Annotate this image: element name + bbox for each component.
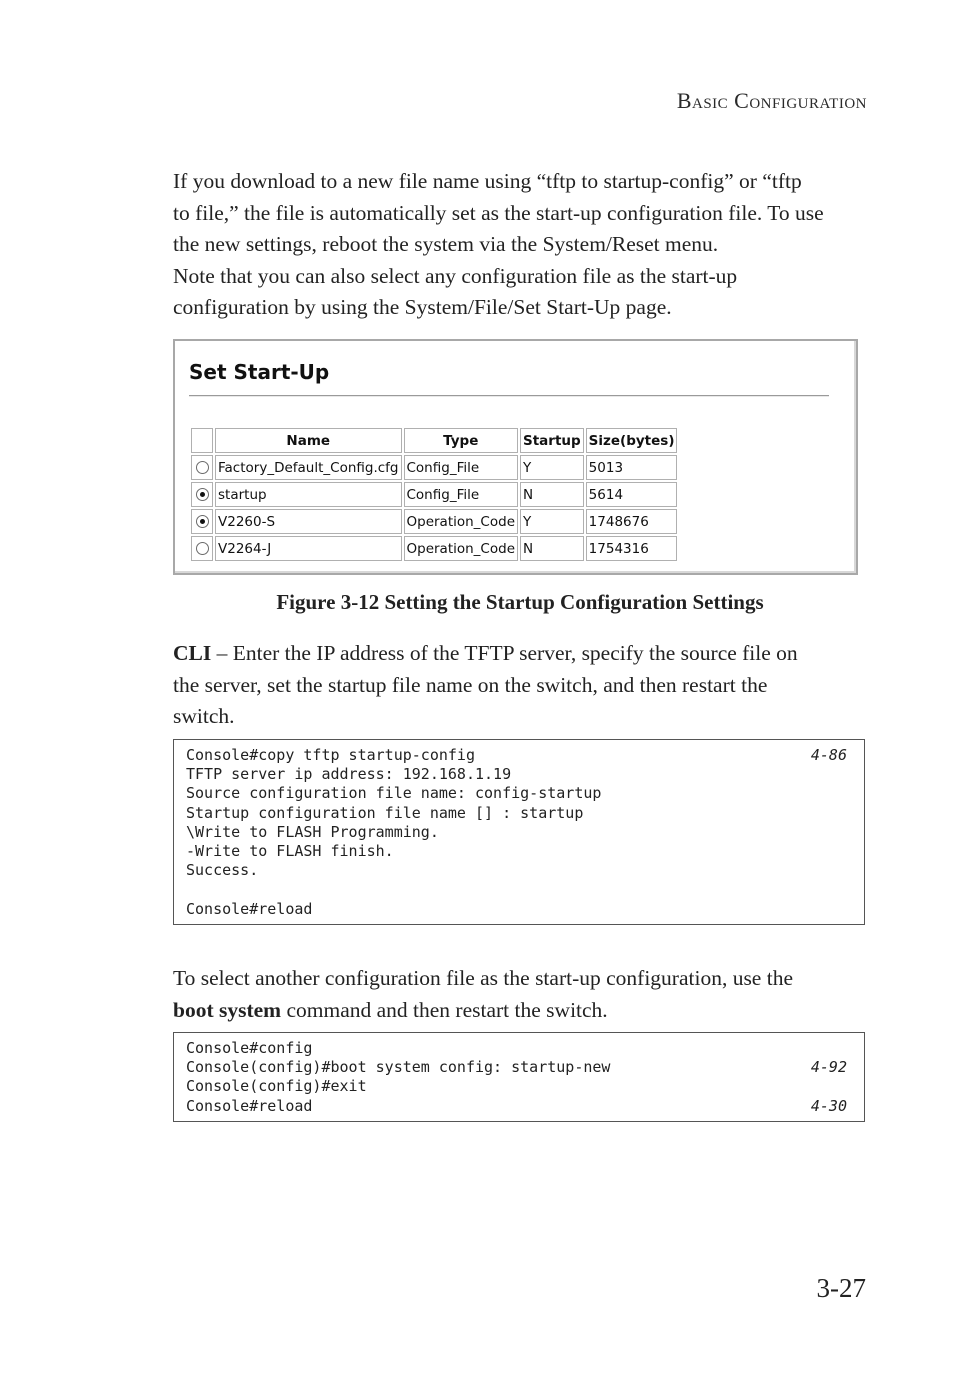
table-row: [191, 509, 677, 534]
file-type-cell: Operation_Code: [404, 536, 519, 561]
code-text: Console#reload: [186, 1096, 313, 1115]
file-name-cell: V2260-S: [215, 509, 402, 534]
startup-cell: N: [520, 536, 584, 561]
code-text: Success.: [186, 861, 259, 880]
code-text: -Write to FLASH finish.: [186, 841, 394, 860]
code-text: \Write to FLASH Programming.: [186, 822, 439, 841]
code-line: [186, 804, 852, 823]
code-block-copy-tftp: [173, 739, 865, 925]
row-select-cell[interactable]: [191, 455, 213, 480]
table-header-row: [191, 428, 677, 453]
file-name-cell: Factory_Default_Config.cfg: [215, 455, 402, 480]
intro-line: to file,” the file is automatically set as the start-up configuration file. To use: [173, 200, 824, 225]
cli-paragraph: [173, 638, 873, 733]
cli-line: the server, set the startup file name on the switch, and then restart the: [173, 672, 768, 697]
radio-button-selected[interactable]: [196, 515, 209, 528]
code-text: Console#config: [186, 1039, 313, 1057]
table-row: [191, 455, 677, 480]
intro-paragraph: [173, 166, 873, 324]
boot-line: [173, 995, 873, 1027]
radio-button-selected[interactable]: [196, 488, 209, 501]
row-select-cell[interactable]: [191, 536, 213, 561]
file-name-cell: startup: [215, 482, 402, 507]
page-number: 3-27: [816, 1273, 866, 1303]
column-header-type: Type: [404, 428, 519, 453]
column-header-size: Size(bytes): [586, 428, 678, 453]
code-text: Console#copy tftp startup-config: [186, 746, 475, 764]
size-cell: 5614: [586, 482, 678, 507]
select-column-header: [191, 428, 213, 453]
code-line: [186, 1097, 852, 1116]
size-cell: 1754316: [586, 536, 678, 561]
boot-text: command and then restart the switch.: [281, 997, 608, 1022]
table-row: [191, 536, 677, 561]
code-text: Source configuration file name: config-startup: [186, 784, 602, 803]
file-type-cell: Config_File: [404, 455, 519, 480]
size-cell: 1748676: [586, 509, 678, 534]
code-text: Startup configuration file name [] : startup: [186, 803, 584, 822]
code-text: Console(config)#exit: [186, 1077, 367, 1096]
intro-line: the new settings, reboot the system via the System/Reset menu.: [173, 232, 719, 256]
cli-line: [173, 638, 873, 670]
code-line: [186, 823, 852, 842]
code-text: Console#reload: [186, 899, 313, 918]
code-line: [186, 1058, 852, 1077]
code-line: [186, 1039, 852, 1058]
radio-button[interactable]: [196, 542, 209, 555]
page-reference: 4-92: [810, 1058, 847, 1077]
intro-line: configuration by using the System/File/Set Start-Up page.: [173, 295, 672, 319]
column-header-startup: Startup: [520, 428, 584, 453]
page-reference: 4-86: [810, 746, 847, 764]
code-line: [186, 784, 852, 803]
code-line: [186, 1077, 852, 1096]
code-block-boot-system: [173, 1032, 865, 1122]
boot-command: boot system: [173, 997, 282, 1022]
file-table: [189, 426, 679, 563]
row-select-cell[interactable]: [191, 509, 213, 534]
code-text: Console(config)#boot system config: startup-new: [186, 1058, 611, 1077]
boot-paragraph: [173, 963, 873, 1026]
table-row: [191, 482, 677, 507]
cli-line: switch.: [173, 704, 235, 728]
file-name-cell: V2264-J: [215, 536, 402, 561]
running-head: Basic Configuration: [676, 88, 867, 113]
cli-label: CLI: [173, 641, 212, 665]
figure-caption: Figure 3-12 Setting the Startup Configuration Settings: [276, 590, 764, 614]
row-select-cell[interactable]: [191, 482, 213, 507]
radio-button[interactable]: [196, 461, 209, 474]
code-line: [186, 746, 852, 765]
panel-title: Set Start-Up: [189, 360, 330, 384]
column-header-name: Name: [215, 428, 402, 453]
code-text: TFTP server ip address: 192.168.1.19: [186, 765, 512, 784]
code-line: [186, 765, 852, 784]
file-type-cell: Config_File: [404, 482, 519, 507]
startup-cell: Y: [520, 455, 584, 480]
code-line: [186, 861, 852, 880]
startup-cell: N: [520, 482, 584, 507]
file-type-cell: Operation_Code: [404, 509, 519, 534]
code-line: [186, 842, 852, 861]
intro-line: Note that you can also select any configuration file as the start-up: [173, 263, 738, 288]
set-startup-screenshot: [173, 339, 858, 575]
size-cell: 5013: [586, 455, 678, 480]
page-reference: 4-30: [810, 1096, 847, 1115]
cli-text: – Enter the IP address of the TFTP server, specify the source file on: [211, 641, 798, 665]
code-line: [186, 900, 852, 919]
code-line: [186, 880, 852, 899]
boot-line: To select another configuration file as the start-up configuration, use the: [173, 966, 793, 990]
intro-line: If you download to a new file name using “tftp to startup-config” or “tftp: [173, 169, 802, 193]
startup-cell: Y: [520, 509, 584, 534]
panel-divider: [189, 395, 829, 397]
